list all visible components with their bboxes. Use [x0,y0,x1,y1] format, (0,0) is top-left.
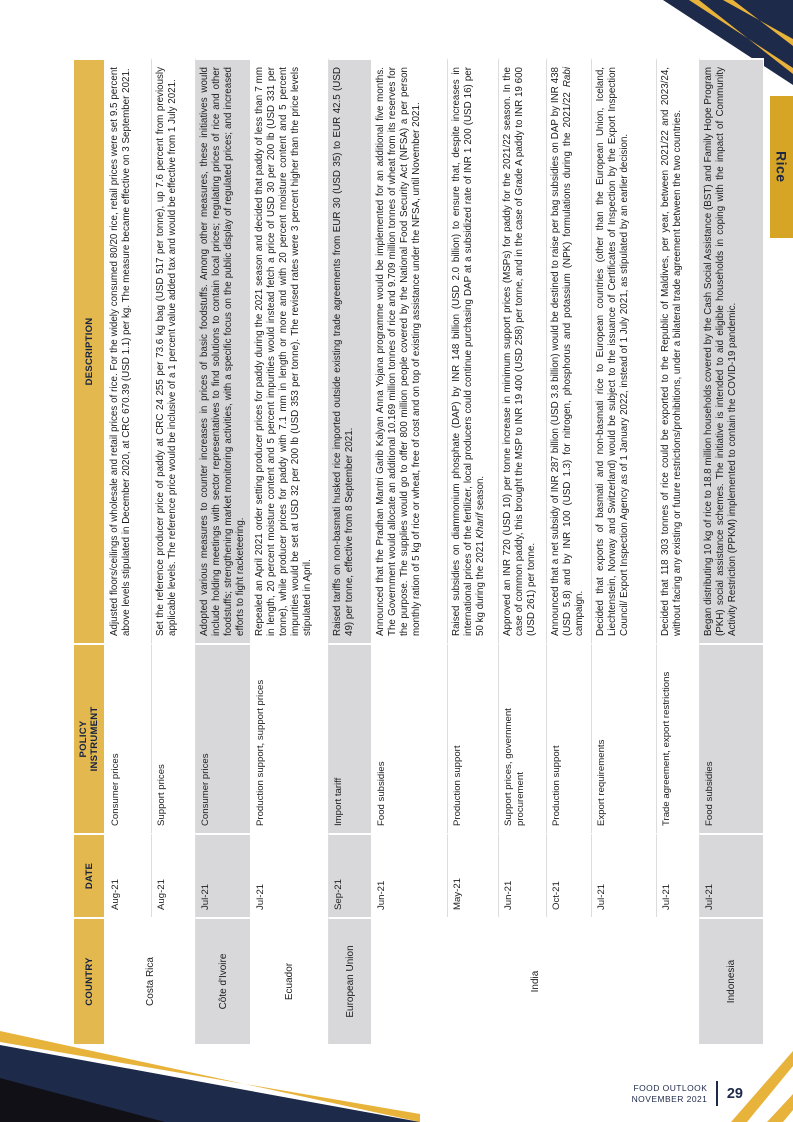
side-tab-rice [770,96,793,238]
table-row [329,58,372,1044]
description-text: Raised subsidies on diammonium phosphate (DAP) by INR 148 billion (USD 2.0 billion) to ensure that, despite increases in international prices of the fertilizer, local producers could continue purchasing DAP at a subsidized rate of INR 1 200 (USD 16) per 50 kg during the 2021 [451,67,486,636]
table-row [700,58,764,1044]
date-cell: Jun-21 [372,833,448,917]
date-cell: Jul-21 [251,833,329,917]
description-cell [547,58,592,643]
date-cell: Sep-21 [329,833,372,917]
policy-cell: Consumer prices [106,643,152,833]
policy-table [74,58,764,1044]
description-cell: Approved an INR 720 (USD 10) per tonne increase in minimum support prices (MSPs) for paddy for the 2021/22 season. In the case of common paddy, this brought the MSP to INR 19 400 (USD 258) per tonne, and in the case of Grade A paddy to INR 19 600 (USD 261) per tonne. [499,58,547,643]
table-row [448,58,499,1044]
description-cell: Set the reference producer price of paddy at CRC 24 255 per 73.6 kg bag (USD 517 per tonne), up 7.6 percent from previously applicable levels. The reference price would be inclusive of a 1 percent value added tax and would be effective from 1 July 2021. [152,58,196,643]
date-cell: Aug-21 [106,833,152,917]
description-cell: Adjusted floors/ceilings of wholesale and retail prices of rice. For the widely consumed 80/20 rice, retail prices were set 9.5 percent above levels stipulated in December 2020, at CRC 670.39 (USD 1.1) per kg. The measure became effective on 3 September 2021. [106,58,152,643]
description-cell: Decided that 118 303 tonnes of rice could be exported to the Republic of Maldives, per year, between 2021/22 and 2023/24, without facing any existing or future restrictions/prohibitions, under a bilateral trade agreement between the two countries. [657,58,700,643]
table-row [251,58,329,1044]
description-cell: Adopted various measures to counter increases in prices of basic foodstuffs. Among other measures, these initiatives would include holding meetings with sector representatives to find solutions to contain local prices; regulating prices of rice and other foodstuffs; strengthening market monitoring activities, with a specific focus on the public display of regulated prices; and increased efforts to fight racketeering. [196,58,251,643]
description-text: season. [475,475,486,513]
publication-info [632,1083,708,1104]
table-row [152,58,196,1044]
page-number: 29 [726,1085,743,1102]
description-cell: Repealed an April 2021 order setting producer prices for paddy during the 2021 season and decided that paddy of less than 7 mm in length, 20 percent moisture content and 5 percent impurities would instead fetch a price of USD 30 per 200 lb (USD 331 per tonne), while producer prices for paddy with 7.1 mm in length or more and with 20 percent moisture content and 5 percent impurities would be set at USD 32 per 200 lb (USD 353 per tonne). The revised rates were 3 percent higher than the price levels stipulated in April. [251,58,329,643]
date-cell: Jun-21 [499,833,547,917]
description-cell: Began distributing 10 kg of rice to 18.8 million households covered by the Cash Social Assistance (BST) and Family Hope Program (PKH) social assistance schemes. The initiative is intended to aid eligible households in coping with the impact of Community Activity Restriction (PPKM) implemented to contain the COVID-19 pandemic. [700,58,764,643]
policy-cell: Trade agreement, export restrictions [657,643,700,833]
date-cell: Oct-21 [547,833,592,917]
policy-cell: Consumer prices [196,643,251,833]
publication-date: NOVEMBER 2021 [631,1093,708,1104]
date-cell: Jul-21 [657,833,700,917]
table-row [592,58,657,1044]
publication-title: FOOD OUTLOOK [633,1083,708,1093]
date-cell: Jul-21 [196,833,251,917]
footer-divider [716,1081,718,1106]
description-cell: Announced that the Pradhan Mantri Garib Kalyan Anna Yojana programme would be implemented for an additional five months. The Government would allocate an additional 10.169 million tonnes of rice and 9.709 million tonnes of wheat from its reserves for the purpose. The supplies would go to offer 800 million people covered by the National Food Security Act (NFSA) a per person monthly ration of 5 kg of rice or wheat, free of cost and on top of existing assistance under the NFSA, until November 2021. [372,58,448,643]
table-row [547,58,592,1044]
description-cell [448,58,499,643]
rotated-table-container [74,58,764,1044]
policy-cell: Production support [547,643,592,833]
side-tab-label: Rice [773,151,790,183]
table-row [499,58,547,1044]
country-cell: India [372,917,700,1044]
date-cell: Jul-21 [700,833,764,917]
table-row [196,58,251,1044]
country-cell: Ecuador [251,917,329,1044]
policy-cell: Export requirements [592,643,657,833]
date-cell: May-21 [448,833,499,917]
table-row [657,58,700,1044]
table-row [106,58,152,1044]
date-cell: Jul-21 [592,833,657,917]
policy-cell: Support prices [152,643,196,833]
col-header-policy-line2: INSTRUMENT [89,706,100,772]
description-italic-text: Rabi [562,67,573,88]
col-header-policy-line1: POLICY [78,720,89,758]
description-text: campaign. [574,590,585,636]
description-cell: Raised tariffs on non-basmati husked rice imported outside existing trade agreements from EUR 30 (USD 35) to EUR 42.5 (USD 49) per tonne, effective from 8 September 2021. [329,58,372,643]
col-header-date: DATE [74,833,106,917]
policy-cell: Production support [448,643,499,833]
country-cell: Côte d'Ivoire [196,917,251,1044]
col-header-description: DESCRIPTION [74,58,106,643]
policy-cell: Food subsidies [700,643,764,833]
corner-decoration-bottom-left-icon [0,1030,420,1122]
table-header-row [74,58,106,1044]
col-header-country: COUNTRY [74,917,106,1044]
description-italic-text: Kharif [475,512,486,539]
country-cell: Costa Rica [106,917,196,1044]
col-header-policy [74,643,106,833]
policy-cell: Support prices, government procurement [499,643,547,833]
description-text: Announced that a net subsidy of INR 287 billion (USD 3.8 billion) would be destined to raise per bag subsidies on DAP by INR 438 (USD 5.8) and by INR 100 (USD 1.3) for nitrogen, phosphorus and potassium (NPK) formulations during the 2021/22 [550,67,573,636]
date-cell: Aug-21 [152,833,196,917]
policy-cell: Import tariff [329,643,372,833]
country-cell: European Union [329,917,372,1044]
policy-cell: Production support, support prices [251,643,329,833]
policy-cell: Food subsidies [372,643,448,833]
description-cell: Decided that exports of basmati and non-basmati rice to European countries (other than the European Union, Iceland, Liechtenstein, Norway and Switzerland) would be subject to the issuance of Certificates of Inspection by the Export Inspection Council/ Export Inspection Agency as of 1 January 2022, instead of 1 July 2021, as stipulated by an earlier decision. [592,58,657,643]
table-row [372,58,448,1044]
country-cell: Indonesia [700,917,764,1044]
gold-stripe-shape [767,1094,793,1122]
page-footer [632,1081,743,1106]
